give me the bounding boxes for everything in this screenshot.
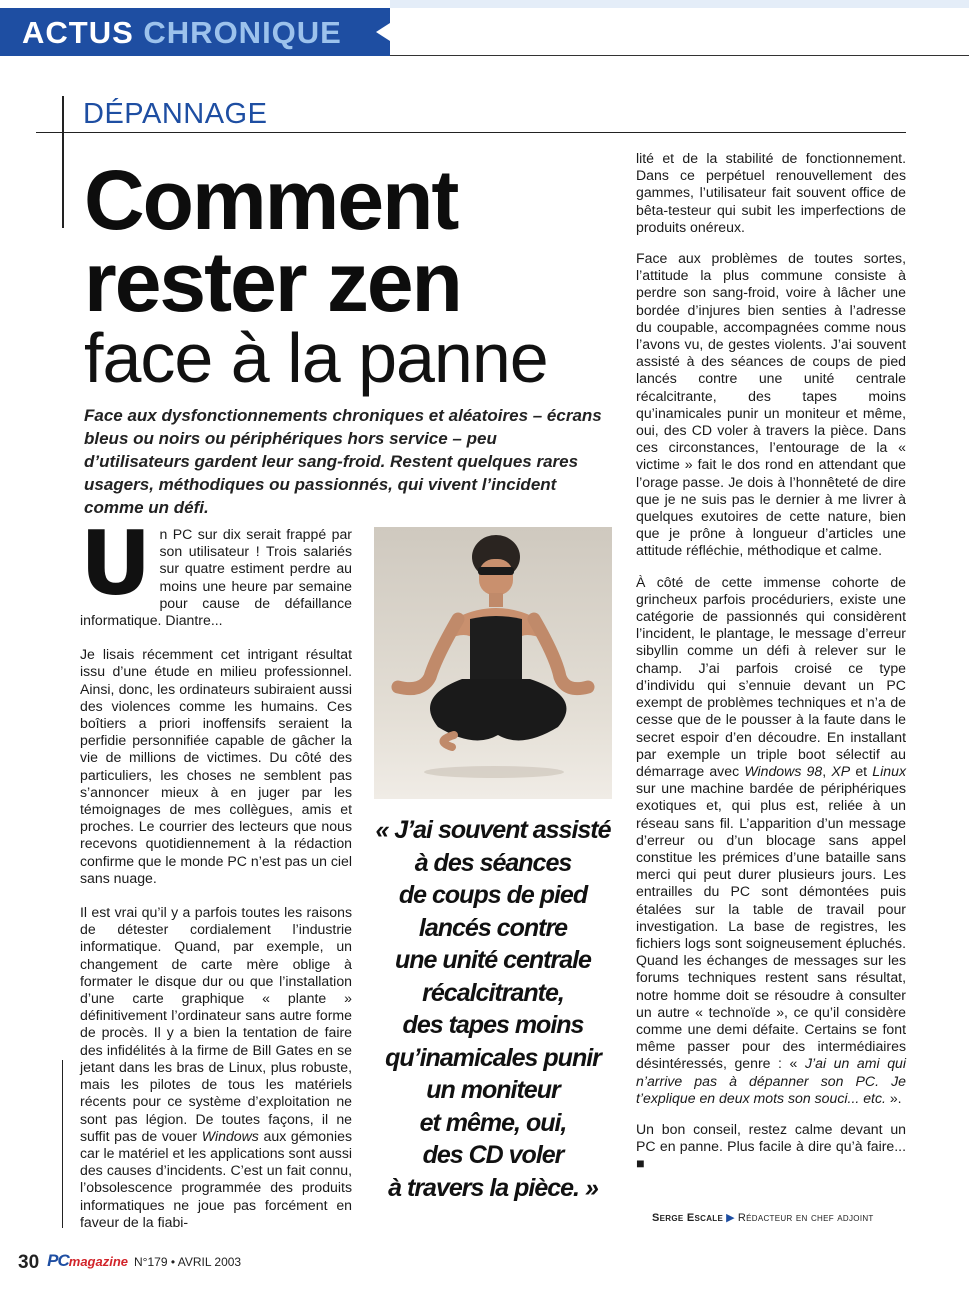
footer-vertical-rule bbox=[62, 1060, 63, 1228]
lead-text: Face aux dysfonctionnements chroniques et aléatoires – écrans bleus ou noirs ou périphériques hors service – peu d’utilisateurs gardent leur sang-froid. Restent quelques rares usagers, méthodiques ou passionnés, qui vivent l’incident comme un défi. bbox=[84, 406, 602, 517]
dropcap: U bbox=[80, 512, 152, 615]
quoted-request: J’ai un ami qui n’arrive pas à dépanner son PC. Je t’explique en deux mots son souci... etc. bbox=[636, 1055, 907, 1106]
rubric-vertical-rule bbox=[62, 96, 64, 228]
pull-quote-line: des CD voler bbox=[422, 1141, 564, 1169]
os-linux: Linux bbox=[872, 762, 906, 779]
meditation-photo bbox=[374, 527, 612, 799]
magazine-logo-magazine: magazine bbox=[68, 1254, 129, 1269]
headline-line-1: Comment bbox=[84, 153, 458, 247]
body-paragraph-3-text-b: aux gémonies car le matériel et les applications sont aussi des causes d’incidents. C’est un fait connu, l’obsolescence programmée des produits informatiques ne joue pas forcément en faveur de la fiabi- bbox=[80, 1127, 353, 1230]
os-separator: et bbox=[850, 762, 873, 779]
author-signature bbox=[652, 1211, 874, 1224]
headline-line-2: rester zen bbox=[84, 235, 461, 329]
body-paragraph-1-text: n PC sur dix serait frappé par son utilisateur ! Trois salariés sur quatre estiment perdre au moins une heure par semaine pour cause de défaillance informatique. Diantre... bbox=[80, 526, 352, 629]
top-band bbox=[390, 0, 969, 8]
section-label-actus: ACTUS bbox=[22, 15, 134, 50]
section-label-chronique: CHRONIQUE bbox=[143, 15, 342, 50]
pull-quote bbox=[372, 814, 614, 1204]
pull-quote-line: une unité centrale bbox=[395, 946, 591, 974]
arrow-right-icon: ▶ bbox=[726, 1212, 735, 1224]
banner-notch bbox=[376, 23, 390, 41]
author-role: Rédacteur en chef adjoint bbox=[737, 1212, 874, 1224]
body-paragraph-1 bbox=[80, 512, 352, 629]
body-column-right bbox=[636, 150, 906, 1187]
pull-quote-line: « J’ai souvent assisté bbox=[375, 816, 611, 844]
headline-line-3: face à la panne bbox=[84, 319, 548, 397]
quote-close: ». bbox=[889, 1089, 902, 1106]
os-xp: XP bbox=[831, 762, 851, 779]
levitating-man-illustration bbox=[374, 527, 612, 799]
issue-info: N°179 • AVRIL 2003 bbox=[134, 1255, 242, 1269]
pull-quote-line: de coups de pied bbox=[398, 881, 588, 909]
rubric-horizontal-rule bbox=[36, 132, 906, 133]
lead-paragraph bbox=[84, 404, 604, 519]
body-paragraph-4: lité et de la stabilité de fonctionnement. Dans ce perpétuel renouvellement des gammes, l’utilisateur fait souvent office de bêta-testeur qui subit les imperfections de produits onéreux. bbox=[636, 150, 906, 235]
pull-quote-line: et même, oui, bbox=[419, 1108, 567, 1137]
body-paragraph-6 bbox=[636, 574, 906, 1107]
author-name: Serge Escale bbox=[652, 1212, 724, 1224]
os-separator: , bbox=[822, 762, 832, 779]
windows-emphasis: Windows bbox=[201, 1127, 259, 1144]
body-paragraph-3 bbox=[80, 904, 352, 1231]
pull-quote-line: des tapes moins bbox=[402, 1011, 584, 1039]
body-column-left bbox=[80, 512, 353, 1248]
pull-quote-line: à travers la pièce. » bbox=[388, 1173, 598, 1202]
magazine-logo-pc: PC bbox=[47, 1251, 69, 1270]
top-rule bbox=[390, 55, 969, 56]
pull-quote-line: qu’inamicales punir bbox=[385, 1043, 601, 1072]
pull-quote-line: récalcitrante, bbox=[422, 978, 564, 1007]
page-number: 30 bbox=[18, 1252, 40, 1273]
body-paragraph-2: Je lisais récemment cet intrigant résultat issu d’une étude en milieu professionnel. Ainsi, donc, les ordinateurs subiraient aussi des violences comme les humains. Ces boîtiers a priori inoffensifs seraient la perfidie personnifiée capable de gâcher la vie de millions de victimes. Du côté des particuliers, les choses ne semblent pas s’annoncer mieux à en juger par les témoignages de mes collègues, amis et proches. Le courrier des lecteurs que nous recevons quotidiennement à la rédaction confirme que le monde PC n’est pas un ciel sans nuage. bbox=[80, 646, 352, 886]
os-windows98: Windows 98 bbox=[744, 762, 823, 779]
body-paragraph-3-text-a: Il est vrai qu’il y a parfois toutes les raisons de détester cordialement l’industrie informatique. Quand, par exemple, un changement de carte mère oblige à formater le disque dur ou que l’installation d’une carte graphique « plante » définitivement l’ordinateur sans autre forme de procès. Il y a bien la tentation de faire des infidélités à la firme de Bill Gates en se jetant dans les bras de Linux, plus robuste, mais les pilotes de tous les matériels récents pour ce système d’exploitation ne sont pas légion. De toutes façons, il ne suffit pas de vouer bbox=[80, 904, 352, 1144]
section-label bbox=[22, 15, 342, 50]
page-footer bbox=[18, 1251, 241, 1274]
pull-quote-line: un moniteur bbox=[426, 1076, 560, 1104]
section-banner bbox=[0, 8, 390, 56]
pull-quote-line: lancés contre bbox=[418, 913, 568, 942]
rubric-title: DÉPANNAGE bbox=[83, 98, 268, 130]
body-paragraph-7: Un bon conseil, restez calme devant un PC en panne. Plus facile à dire qu’à faire... ■ bbox=[636, 1120, 906, 1172]
body-paragraph-6-text-a: À côté de cette immense cohorte de grincheux parfois procéduriers, existe une catégorie de passionnés qui considèrent l’incident, le plantage, le message d’erreur sibyllin comme un défi à relever sur le champ. J’ai parfois croisé ce type d’individu qui s’ennuie devant un PC exempt de problèmes techniques et n’a de cesse que de le pousser à la faute dans le secret espoir d’en découdre. En installant par exemple un triple boot sélectif au démarrage avec bbox=[636, 573, 906, 779]
body-paragraph-6-text-b: sur une machine bardée de périphériques exotiques et, qui plus est, reliée à un réseau sans fil. L’apparition d’un message d’erreur ou d’un blocage sans appel constitue les prémices d’une bataille sans merci qui peut durer plusieurs jours. Les entrailles du PC sont démontées puis étalées sur la table de travail pour investigation. La base de registres, les fichiers logs sont soigneusement épluchés. Quand les échanges de messages sur les forums techniques restent sans résultat, notre homme doit se résoudre à consulter un autre « technoïde », ce qu’il considère comme une demi défaite. Certains se font même passer pour des intermédiaires désintéressés, genre : « bbox=[636, 780, 906, 1072]
pull-quote-line: à des séances bbox=[414, 848, 572, 877]
body-paragraph-5: Face aux problèmes de toutes sortes, l’attitude la plus commune consiste à perdre son sang-froid, voire à lâcher une bordée d’injures bien senties à l’adresse du coupable, accompagnées comme nous l’avons vu, de gestes violents. J’ai souvent assisté à des séances de coups de pied lancés contre une unité centrale récalcitrante, des tapes moins qu’inamicales punir un moniteur et même, oui, des CD voler à travers la pièce. Dans ces circonstances, l’entourage de la « victime » fait le dos rond en attendant que l’orage passe. Je dois à l’honnêteté de dire que je ne suis pas le dernier à me livrer à quelques exutoires de cette nature, bien que je prône à longueur d’articles une attitude réfléchie, méthodique et calme. bbox=[636, 250, 906, 559]
